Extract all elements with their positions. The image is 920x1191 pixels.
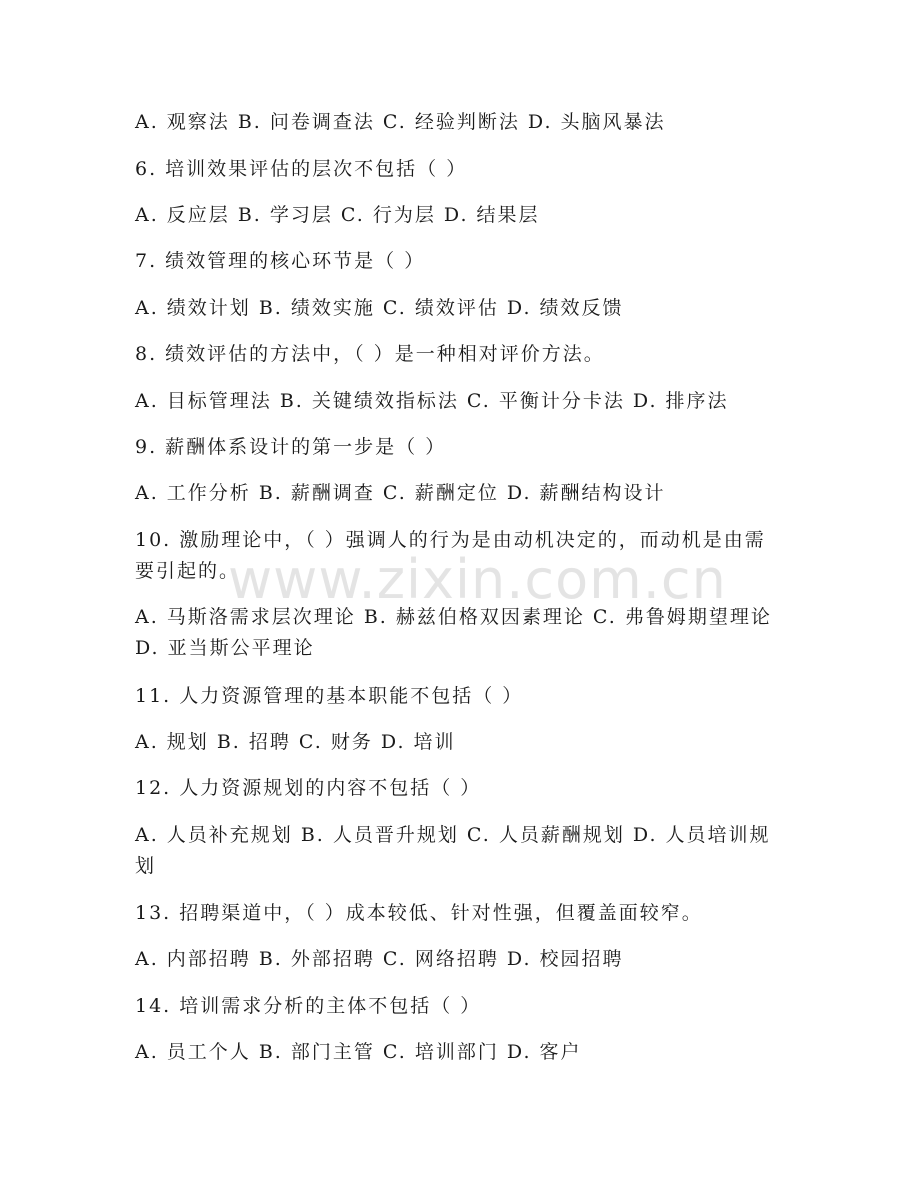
question-12: 12. 人力资源规划的内容不包括（ ） bbox=[135, 777, 482, 799]
question-6: 6. 培训效果评估的层次不包括（ ） bbox=[135, 158, 468, 180]
question-8: 8. 绩效评估的方法中，（ ）是一种相对评价方法。 bbox=[135, 343, 605, 365]
question-8-options: A. 目标管理法 B. 关键绩效指标法 C. 平衡计分卡法 D. 排序法 bbox=[135, 390, 729, 412]
question-7: 7. 绩效管理的核心环节是（ ） bbox=[135, 250, 426, 272]
question-14-options: A. 员工个人 B. 部门主管 C. 培训部门 D. 客户 bbox=[135, 1041, 582, 1063]
question-14: 14. 培训需求分析的主体不包括（ ） bbox=[135, 995, 482, 1017]
question-9: 9. 薪酬体系设计的第一步是（ ） bbox=[135, 436, 447, 458]
question-13: 13. 招聘渠道中，（ ）成本较低、针对性强，但覆盖面较窄。 bbox=[135, 902, 703, 924]
question-6-options: A. 反应层 B. 学习层 C. 行为层 D. 结果层 bbox=[135, 204, 540, 226]
question-11-options: A. 规划 B. 招聘 C. 财务 D. 培训 bbox=[135, 731, 456, 753]
watermark: www.zixin.com.cn bbox=[228, 548, 727, 611]
question-11: 11. 人力资源管理的基本职能不包括（ ） bbox=[135, 685, 524, 707]
question-5-options: A. 观察法 B. 问卷调查法 C. 经验判断法 D. 头脑风暴法 bbox=[135, 111, 666, 133]
question-9-options: A. 工作分析 B. 薪酬调查 C. 薪酬定位 D. 薪酬结构设计 bbox=[135, 482, 666, 504]
question-10-options: A. 马斯洛需求层次理论 B. 赫兹伯格双因素理论 C. 弗鲁姆期望理论 D. 亚当斯公平理论 bbox=[135, 606, 772, 659]
question-7-options: A. 绩效计划 B. 绩效实施 C. 绩效评估 D. 绩效反馈 bbox=[135, 297, 624, 319]
question-12-options: A. 人员补充规划 B. 人员晋升规划 C. 人员薪酬规划 D. 人员培训规划 bbox=[135, 824, 771, 877]
question-13-options: A. 内部招聘 B. 外部招聘 C. 网络招聘 D. 校园招聘 bbox=[135, 948, 624, 970]
question-10: 10. 激励理论中，（ ）强调人的行为是由动机决定的，而动机是由需要引起的。 bbox=[135, 529, 766, 582]
